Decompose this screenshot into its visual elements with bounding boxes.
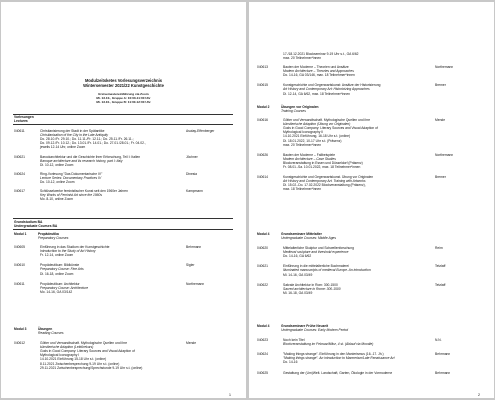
course-line: Do. 10-12, online Zoom (40, 180, 75, 184)
course-line: Medieval sculpture and threshold experience (283, 250, 349, 255)
course-line: Barockarchitektur und die Geschichte ihrer Erforschung, Teil I: Italien (40, 154, 141, 159)
course-line: Do. 09.12./Fr. 10.12.; Do. 13.01./Fr. 14.01.; Do. 27.01./28.01.; Fr. 04.02., (40, 141, 146, 146)
course-line: Noch kein Titel (283, 338, 305, 342)
course-line: Do. 14-16, GA 03/146, max. 18 Teilnehmer*innen (283, 73, 355, 78)
course-line: Blockveranstaltung im Februar/März, 4 st. (Ablauf via Moodle) (283, 342, 374, 347)
course-line: Götter und Verwandtschaft. Mythologische Quellen und ihre (40, 341, 128, 345)
course-line: Propädeutikum: Architektur (40, 281, 80, 286)
course-line: Mi. 14-16, GA 03/49 (283, 272, 313, 277)
course-id: 040617 (14, 189, 26, 194)
continued-line: 17./18.12.2021 Blockseminar 9-19 Uhr s.t., GA 6/62 (283, 52, 359, 56)
course-line: max. 18 Teilnehmer*innen (283, 187, 322, 192)
course-id: 040611 (14, 281, 25, 286)
course-line: Do. 14-16, GA 6/62 (283, 254, 312, 259)
page-number: 1 (229, 393, 231, 397)
course-lecturer: Reim (435, 246, 443, 250)
page-2 (249, 2, 494, 398)
course-lecturer: Mende (435, 118, 446, 122)
module-title: Grundseminare Mittelalter (281, 232, 322, 236)
course-line: jeweils 12-14 Uhr, online Zoom (40, 145, 86, 150)
continued-line: max. 20 Teilnehmer*innen (283, 56, 322, 61)
course-lecturer: Tetzlaff (435, 282, 446, 287)
course-id: 040624 (257, 352, 269, 357)
course-lecturer: Sigler (186, 263, 195, 268)
course-lecturer: Behrmann (435, 352, 451, 357)
course-id: 040621 (257, 264, 269, 269)
course-line: 8.11.2021 Zwischenbesprechung 9-19 Uhr s.t. (online) (40, 361, 120, 366)
course-lecturer: Jöchner (186, 154, 198, 159)
section-title: Vorlesungen (14, 115, 34, 119)
divider (13, 124, 233, 125)
course-lecturer: Kampmann (186, 189, 203, 194)
course-line: Baroque architecture and its research history, part I: Italy (40, 158, 123, 163)
course-line: Schlüsselwerke feministischer Kunst seit den 1960er Jahren (40, 189, 128, 194)
course-lecturer: Northemann (186, 281, 205, 286)
course-line: Sacred architecture in Rome: 300-1500 (283, 286, 341, 291)
course-id: 040611 (14, 129, 25, 133)
divider (13, 218, 233, 219)
course-line: Preparatory Course: Architecture (40, 285, 89, 290)
module-subtitle: Preparatory Courses (38, 236, 69, 241)
page-title-1: Modulzeitsketes Vorlesungsverzeichnis (84, 78, 163, 83)
course-line: Do. 28.10./Fr. 29.10.; Do. 11.11./Fr. 12.11.; Do. 25.11./Fr. 26.11.; (40, 137, 134, 142)
course-line: Mythological Iconography II (283, 130, 324, 135)
course-id: 040610 (14, 263, 26, 268)
course-line: Di. 12-14, GA 6/62, max. 18 Teilnehmer*innen (283, 91, 351, 96)
page-1 (1, 2, 246, 398)
page-number: 2 (478, 393, 480, 397)
course-lecturer: Dinesia (186, 171, 197, 176)
course-line: Christianisierung der Stadt in der Spätantike (40, 129, 105, 133)
module-label: Modul 3 (14, 327, 27, 331)
course-lecturer: Northemann (435, 152, 454, 157)
course-line: Propädeutikum: Bildkünste (40, 263, 80, 268)
course-line: Kunstgeschichte und Gegenwartskunst. Übung vor Originalen (283, 175, 374, 180)
course-id: 040621 (14, 154, 26, 159)
course-id: 040623 (257, 338, 269, 342)
course-id: 040612 (14, 341, 26, 345)
course-line: Kunstgeschichte und Gegenwartskunst: Ansätze der Historisierung (283, 83, 381, 88)
section-title: Grundstudium BA (14, 220, 43, 224)
module-label: Modul 4 (257, 232, 270, 236)
module-label: Modul 1 (14, 232, 27, 236)
course-line: Ring-Vorlesung "Das Dokumentarische IV" (40, 171, 103, 176)
course-line: Mythological Iconography I (40, 353, 80, 358)
course-line: künstlerische Adaption (Übung vor Originalen) (283, 122, 351, 127)
course-line: Mo. 14-16, GA 03/142 (40, 289, 73, 294)
course-line: Mittelalterliche Skulptur und Schwellenforschung (283, 246, 354, 250)
divider (13, 114, 233, 115)
course-line: Modern Architecture – Case Studies (283, 156, 336, 161)
course-line: Gods in Good Company: Literary Sources and Visual Adaption of (40, 349, 135, 354)
course-id: 040616 (257, 118, 269, 122)
course-line: Lecture Series: Documentary Practices IV (40, 175, 102, 180)
module-subtitle: Reading Courses (38, 331, 64, 336)
course-id: 040620 (257, 246, 269, 250)
course-id: 040625 (257, 370, 269, 375)
course-line: Bauten der Moderne – Fallbeispiele (283, 152, 336, 157)
course-line: Illuminated manuscripts of medieval Europe. An introduction (283, 268, 371, 273)
course-line: Di. 10-12, online Zoom (40, 162, 74, 167)
course-line: 14.10.2021 Einführung 15-18 Uhr s.t. (online) (40, 357, 107, 362)
course-line: Blockveranstaltung in Essen und Düsseldorf (Präsenz) (283, 160, 363, 165)
course-line: Gods in Good Company: Literary Sources and Visual Adaption of (283, 126, 378, 131)
course-line: Mo. 8-10, online Zoom (40, 197, 73, 202)
course-line: Einführung in die mittelalterliche Buchmalerei (283, 264, 349, 269)
course-line: Art History and Contemporary Art. Training with Artworks (283, 179, 366, 184)
course-id: 040613 (257, 65, 269, 69)
course-line: Fr. 08.01.-Sa. 10.01.2022, max. 18 Teilnehmer*innen (283, 165, 361, 169)
course-line: Di. 16-18, online Zoom (40, 271, 74, 276)
course-lecturer: Bremer (435, 175, 446, 180)
course-line: Fr. 12-14, online Zoom (40, 253, 74, 258)
intro-title: Erstsemestereinführung via Zoom (98, 92, 149, 96)
course-id: 040622 (257, 282, 269, 287)
course-line: 29.11.2021 Zwischenbesprechung/Sprechstunde 9-19 Uhr s.t. (online) (40, 365, 143, 370)
course-line: künstlerische Adaption (Lektürekurs) (40, 345, 94, 350)
course-line: Gestaltung der (Um)Welt. Landschaft, Garten, Ökologie in der Vormoderne (283, 370, 393, 375)
course-lecturer: Northemann (435, 65, 454, 69)
course-line: Key Works of Feminist Art since the 1960s (40, 193, 102, 198)
module-label: Modul 2 (257, 105, 270, 109)
course-line: Sakrale Architektur in Rom: 300-1500 (283, 282, 338, 287)
course-lecturer: Tetzlaff (435, 264, 446, 269)
course-line: Introduction to the Study of Art History (40, 249, 96, 254)
course-line: "Making things strange". Einführung in den Manierismus (16.-17. Jh.) (283, 352, 384, 357)
divider (13, 229, 233, 230)
course-lecturer: Mende (186, 341, 197, 345)
course-id: 040626 (257, 152, 269, 157)
course-line: Christianisation of the City in the Late Antiquity (40, 133, 109, 138)
module-title: Übungen vor Originalen (281, 105, 319, 109)
course-line: Modern Architecture – Theories and Approaches (283, 69, 354, 74)
course-lecturer: N.N. (435, 338, 442, 342)
course-id: 040605 (14, 245, 26, 249)
module-title: Übungen (38, 327, 53, 331)
course-id: 040615 (257, 83, 269, 88)
course-line: Preparatory Course: Fine Arts (40, 267, 84, 272)
course-lecturer: Bremer (435, 83, 446, 88)
course-line: Götter und Verwandtschaft. Mythologische Quellen und ihre (283, 118, 371, 122)
module-title: Grundseminare Frühe Neuzeit (281, 324, 329, 328)
intro-line-1: Mi. 13.10., Gruppe A: 10:00-11:00 Uhr (96, 96, 151, 100)
course-lecturer: Behrmann (435, 370, 451, 375)
module-subtitle: Undergraduate Courses: Middle Ages (281, 236, 337, 241)
module-label: Modul 4 (257, 324, 270, 328)
course-line: Art History and Contemporary Art: Historicizing Approaches (283, 87, 370, 92)
course-line: Bauten der Moderne – Theorien und Ansätze (283, 65, 349, 69)
module-title: Propädeutika (38, 232, 59, 236)
course-line: Di. 15.02.-Do. 17.02.2022 Blockveranstaltung (Präsenz), (283, 183, 366, 188)
course-id: 040614 (257, 175, 269, 180)
course-lecturer: Behrmann (186, 245, 202, 249)
course-line: 14.10.2021 Einführung, 16-18 Uhr s.t. (online) (283, 134, 351, 139)
course-line: Einführung in das Studium der Kunstgeschichte (40, 245, 110, 249)
course-line: Di. 18.01.2022, 10-17 Uhr s.t. (Präsenz) (283, 138, 342, 143)
course-lecturer: Asutay-Effenberger (186, 129, 215, 133)
course-id: 040624 (14, 171, 26, 176)
course-line: max. 20 Teilnehmer*innen (283, 142, 322, 147)
module-subtitle: Undergraduate Courses: Early Modern Period (281, 328, 349, 333)
course-line: Mi. 16-18, GA 03/49 (283, 290, 313, 295)
course-line: Do. 14-16 (283, 360, 298, 365)
module-subtitle: Training Courses (281, 109, 306, 114)
course-line: "Making things strange". An introduction to Mannerism/Late Renaissance Art (283, 356, 395, 361)
page-title-2: Wintersemester 2021/22 Kunstgeschichte (83, 83, 164, 88)
section-subtitle: Undergraduate Courses BA (14, 224, 58, 228)
intro-line-2: Mi. 13.10., Gruppe B: 11:00-12:00 Uhr (96, 100, 151, 104)
section-subtitle: Lectures (14, 119, 28, 123)
